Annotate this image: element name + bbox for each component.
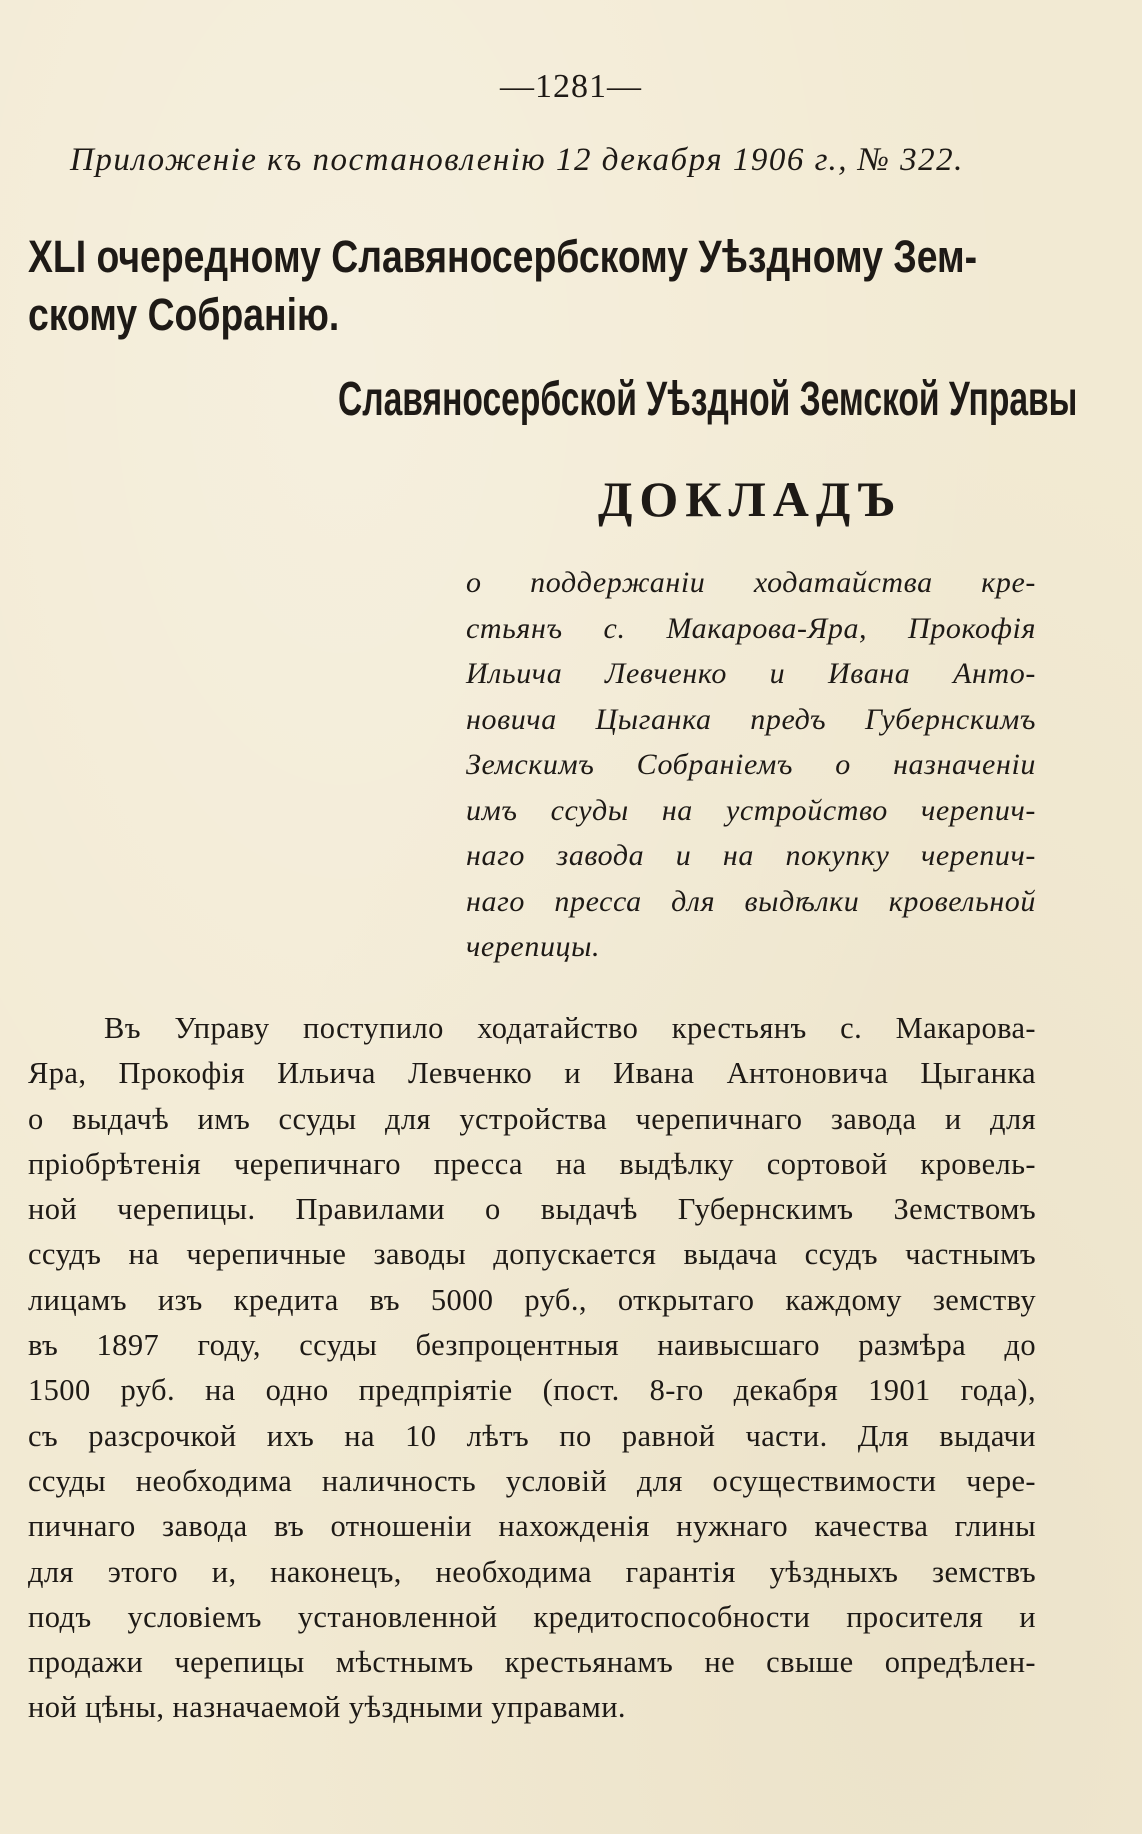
body-line: о выдачѣ имъ ссуды для устройства черепичнаго завода и для	[28, 1101, 1036, 1136]
body-line: ссудъ на черепичные заводы допускается выдача ссудъ частнымъ	[28, 1237, 1036, 1272]
subject-line: наго завода и на покупку черепич-	[466, 839, 1036, 872]
body-line: ссуды необходима наличность условій для осуществимости чере-	[28, 1463, 1036, 1498]
subject-line: имъ ссуды на устройство черепич-	[466, 793, 1036, 827]
body-line: пріобрѣтенія черепичнаго пресса на выдѣлку сортовой кровель-	[28, 1146, 1036, 1181]
body-line: продажи черепицы мѣстнымъ крестьянамъ не свыше опредѣлен-	[28, 1645, 1036, 1680]
body-line: Яра, Прокофія Ильича Левченко и Ивана Антоновича Цыганка	[28, 1056, 1036, 1091]
subject-line: Ильича Левченко и Ивана Анто-	[466, 657, 1036, 690]
body-line: пичнаго завода въ отношеніи нахожденія нужнаго качества глины	[28, 1509, 1036, 1544]
appendix-note: Приложеніе къ постановленію 12 декабря 1906 г., № 322.	[70, 142, 964, 178]
report-title: ДОКЛАДЪ	[598, 471, 903, 527]
body-line: лицамъ изъ кредита въ 5000 руб., открытаго каждому земству	[28, 1282, 1036, 1317]
assembly-heading-line: XLI очередному Славяносербскому Уѣздному Зем-	[28, 231, 978, 282]
body-paragraph	[28, 1006, 1036, 1731]
report-subject	[466, 560, 1036, 970]
subject-line: черепицы.	[466, 930, 601, 963]
body-line: 1500 руб. на одно предпріятіе (пост. 8-го декабря 1901 года),	[28, 1373, 1036, 1408]
subject-line: стьянъ с. Макарова-Яра, Прокофія	[466, 611, 1036, 645]
body-line: ной черепицы. Правилами о выдачѣ Губернскимъ Земствомъ	[28, 1192, 1036, 1227]
page-number: —1281—	[500, 68, 642, 105]
body-line: для этого и, наконецъ, необходима гарантія уѣздныхъ земствъ	[28, 1554, 1036, 1589]
body-line: съ разсрочкой ихъ на 10 лѣтъ по равной части. Для выдачи	[28, 1418, 1036, 1453]
assembly-heading-line: скому Собранію.	[28, 289, 340, 340]
subject-line: Земскимъ Собраніемъ о назначеніи	[466, 748, 1036, 781]
assembly-heading	[28, 228, 978, 344]
body-line: Въ Управу поступило ходатайство крестьянъ с. Макарова-	[104, 1011, 1036, 1045]
subject-line: о поддержаніи ходатайства кре-	[466, 566, 1036, 599]
subject-line: наго пресса для выдѣлки кровельной	[466, 884, 1036, 918]
body-line: ной цѣны, назначаемой уѣздными управами.	[28, 1690, 626, 1725]
subject-line: новича Цыганка предъ Губернскимъ	[466, 702, 1036, 736]
body-line: въ 1897 году, ссуды безпроцентныя наивысшаго размѣра до	[28, 1328, 1036, 1363]
board-heading: Славяносербской Уѣздной Земской Управы	[338, 373, 1078, 426]
body-line: подъ условіемъ установленной кредитоспособности просителя и	[28, 1599, 1036, 1634]
